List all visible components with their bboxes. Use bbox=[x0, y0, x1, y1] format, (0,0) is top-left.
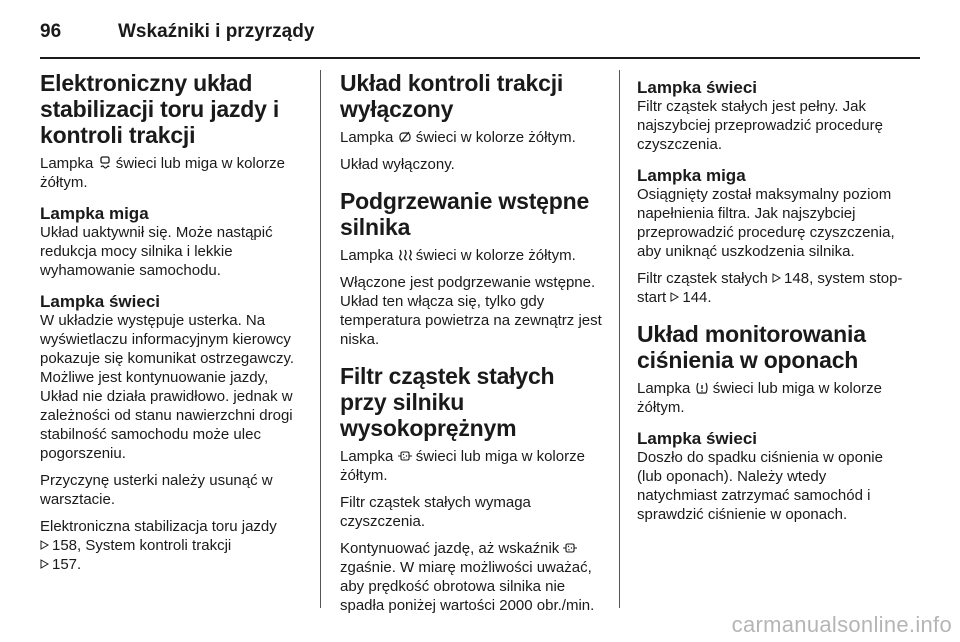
heading-tpms: Układ monitorowania ciśnienia w oponach bbox=[637, 321, 866, 373]
glow-plug-icon bbox=[398, 248, 412, 262]
diesel-particulate-filter-icon bbox=[398, 449, 412, 463]
link-tc-page[interactable]: 157. bbox=[52, 556, 82, 573]
paragraph-fix: Przyczynę usterki należy usunąć w warsztacie. bbox=[40, 472, 273, 508]
paragraph-dpf-clean: Filtr cząstek stałych wymaga czyszczenia. bbox=[340, 494, 531, 530]
subheading-lamp-lit: Lampka świeci bbox=[40, 292, 161, 311]
reference-triangle-icon bbox=[772, 273, 781, 283]
heading-dpf: Filtr cząstek stałych przy silniku wysokoprężnym bbox=[340, 363, 555, 441]
paragraph-lamp-lit: W układzie występuje usterka. Na wyświetlaczu informacyjnym kierowcy pokazuje się komunikat ostrzegawczy. Możliwe jest kontynuowanie jazdy, Układ nie działa prawidłowo. jednak w zależności od stanu nawierzchni drogi stabilność samochodu może ulec pogorszeniu. bbox=[40, 312, 295, 462]
link-stop-start-page[interactable]: 144. bbox=[682, 289, 712, 306]
header-rule bbox=[40, 57, 920, 59]
paragraph-lamp-flashing: Układ uaktywnił się. Może nastąpić redukcja mocy silnika i lekkie wyhamowanie samochodu. bbox=[40, 224, 273, 279]
paragraph-dpf-references: Filtr cząstek stałych 148, system stop-start 144. bbox=[637, 270, 903, 306]
subheading-dpf-flashing: Lampka miga bbox=[637, 166, 746, 185]
paragraph-tpms-lit: Doszło do spadku ciśnienia w oponie (lub oponach). Należy wtedy natychmiast zatrzymać samochód i sprawdzić ciśnienie w oponach. bbox=[637, 449, 883, 523]
page-header bbox=[40, 14, 314, 50]
column-divider-1 bbox=[320, 70, 321, 608]
paragraph-tc-off-lamp: Lampka świeci w kolorze żółtym. bbox=[340, 129, 576, 146]
diesel-particulate-filter-icon bbox=[563, 541, 577, 555]
heading-esc-tc: Elektroniczny układ stabilizacji toru jazdy i kontroli trakcji bbox=[40, 70, 280, 148]
paragraph-esc-intro: Lampka świeci lub miga w kolorze żółtym. bbox=[40, 155, 285, 191]
column-2 bbox=[340, 70, 602, 623]
column-3 bbox=[637, 70, 905, 532]
heading-tc-off: Układ kontroli trakcji wyłączony bbox=[340, 70, 564, 122]
traction-off-icon bbox=[398, 130, 412, 144]
paragraph-dpf-flashing: Osiągnięty został maksymalny poziom napełnienia filtra. Jak najszybciej przeprowadzić procedurę czyszczenia, aby uniknąć uszkodzenia silnika. bbox=[637, 186, 895, 260]
paragraph-tc-off: Układ wyłączony. bbox=[340, 156, 455, 173]
page-number: 96 bbox=[40, 21, 62, 42]
paragraph-references: Elektroniczna stabilizacja toru jazdy 158, System kontroli trakcji 157. bbox=[40, 518, 277, 573]
watermark: carmanualsonline.info bbox=[731, 612, 952, 637]
paragraph-dpf-drive: Kontynuować jazdę, aż wskaźnik zgaśnie. W miarę możliwości uważać, aby prędkość obrotowa silnika nie spadła poniżej wartości 2000 obr./min. bbox=[340, 540, 595, 614]
paragraph-preheat: Włączone jest podgrzewanie wstępne. Układ ten włącza się, tylko gdy temperatura powietrza na zewnątrz jest niska. bbox=[340, 274, 602, 348]
heading-preheating: Podgrzewanie wstępne silnika bbox=[340, 188, 590, 240]
subheading-tpms-lit: Lampka świeci bbox=[637, 429, 758, 448]
subheading-lamp-flashing: Lampka miga bbox=[40, 204, 149, 223]
column-1 bbox=[40, 70, 302, 582]
section-title: Wskaźniki i przyrządy bbox=[118, 21, 315, 42]
column-divider-2 bbox=[619, 70, 620, 608]
link-dpf-page[interactable]: 148, system stop-start bbox=[637, 270, 903, 306]
paragraph-dpf-lit: Filtr cząstek stałych jest pełny. Jak najszybciej przeprowadzić procedurę czyszczenia. bbox=[637, 98, 883, 153]
paragraph-dpf-lamp: Lampka świeci lub miga w kolorze żółtym. bbox=[340, 448, 585, 484]
tyre-pressure-icon bbox=[695, 381, 709, 395]
link-esc-page[interactable]: 158, System kontroli trakcji bbox=[52, 537, 232, 554]
esc-skid-icon bbox=[98, 156, 112, 170]
reference-triangle-icon bbox=[670, 292, 679, 302]
paragraph-tpms-lamp: Lampka świeci lub miga w kolorze żółtym. bbox=[637, 380, 882, 416]
paragraph-preheat-lamp: Lampka świeci w kolorze żółtym. bbox=[340, 247, 576, 264]
reference-triangle-icon bbox=[40, 559, 49, 569]
subheading-dpf-lit: Lampka świeci bbox=[637, 78, 758, 97]
reference-triangle-icon bbox=[40, 540, 49, 550]
